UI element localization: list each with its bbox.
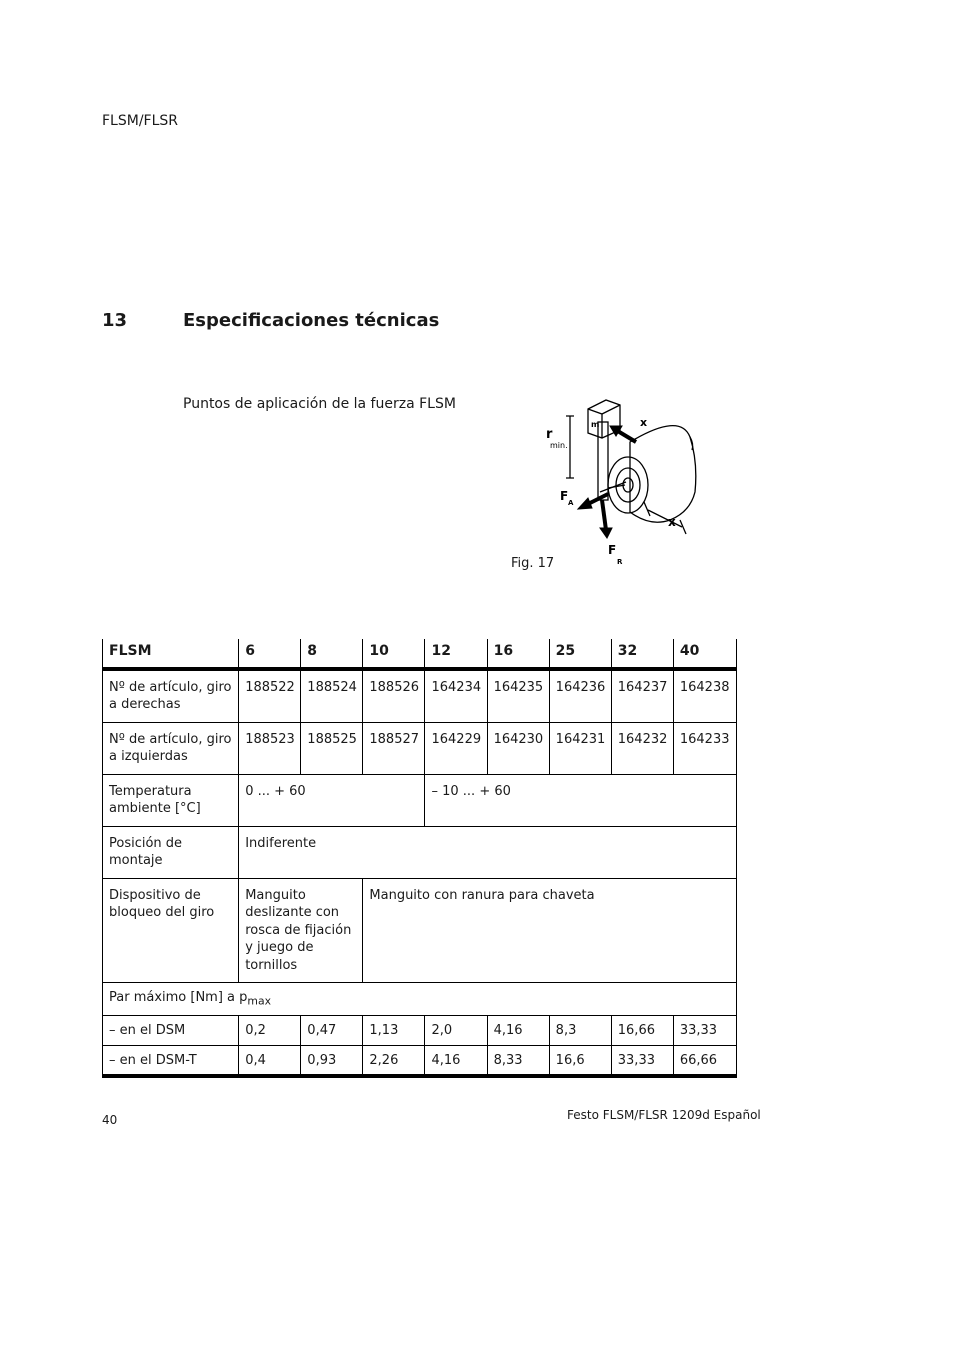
table-row	[103, 722, 737, 774]
header-cell: 40	[673, 639, 736, 669]
force-application-figure	[530, 392, 730, 572]
table-cell: 164231	[549, 722, 611, 774]
header-cell: 16	[487, 639, 549, 669]
table-row	[103, 1016, 737, 1046]
table-cell: 188522	[239, 669, 301, 723]
section-title: Especificaciones técnicas	[183, 310, 440, 331]
table-row	[103, 826, 737, 878]
header-cell: 8	[301, 639, 363, 669]
row-label: Posición de montaje	[103, 826, 239, 878]
table-cell: 33,33	[673, 1016, 736, 1046]
table-cell: 188526	[363, 669, 425, 723]
table-cell: 0,47	[301, 1016, 363, 1046]
table-cell: 33,33	[611, 1045, 673, 1076]
header-cell: 6	[239, 639, 301, 669]
table-cell: 66,66	[673, 1045, 736, 1076]
header-cell: 25	[549, 639, 611, 669]
table-row	[103, 878, 737, 983]
table-cell: 188527	[363, 722, 425, 774]
running-header: FLSM/FLSR	[102, 113, 179, 129]
table-cell: 8,33	[487, 1045, 549, 1076]
header-cell: 32	[611, 639, 673, 669]
label-mass: m	[591, 420, 600, 429]
table-cell: 164233	[673, 722, 736, 774]
label-x-top: x	[640, 416, 648, 429]
table-cell: 188524	[301, 669, 363, 723]
table-cell: 8,3	[549, 1016, 611, 1046]
label-r-sub: min.	[550, 441, 568, 450]
label-fr-sub: R	[617, 558, 623, 566]
table-cell: 16,6	[549, 1045, 611, 1076]
table-cell: – 10 ... + 60	[425, 774, 737, 826]
header-cell: 12	[425, 639, 487, 669]
row-label: Nº de artículo, giro a derechas	[103, 669, 239, 723]
figure-caption: Fig. 17	[511, 556, 555, 571]
table-cell: 4,16	[487, 1016, 549, 1046]
section-number: 13	[102, 310, 128, 331]
page-number: 40	[102, 1113, 118, 1127]
table-header-row	[103, 639, 737, 669]
table-cell: 164238	[673, 669, 736, 723]
torque-heading-sub: max	[247, 994, 271, 1008]
table-cell: 164236	[549, 669, 611, 723]
table-cell: Manguito con ranura para chaveta	[363, 878, 737, 983]
table-row	[103, 983, 737, 1016]
table-row	[103, 1045, 737, 1076]
footer-text: Festo FLSM/FLSR 1209d Español	[567, 1108, 761, 1122]
table-cell: 1,13	[363, 1016, 425, 1046]
table-cell: Manguito deslizante con rosca de fijación y juego de tornillos	[239, 878, 363, 983]
torque-heading-cell	[103, 983, 737, 1016]
table-cell: 0,4	[239, 1045, 301, 1076]
table-cell: 164229	[425, 722, 487, 774]
header-cell: FLSM	[103, 639, 239, 669]
table-row	[103, 669, 737, 723]
table-cell: 0 ... + 60	[239, 774, 425, 826]
intro-text: Puntos de aplicación de la fuerza FLSM	[183, 396, 456, 412]
table-cell: 164234	[425, 669, 487, 723]
table-cell: 0,93	[301, 1045, 363, 1076]
table-cell: 2,26	[363, 1045, 425, 1076]
table-cell: Indiferente	[239, 826, 737, 878]
row-label: – en el DSM	[103, 1016, 239, 1046]
table-cell: 188523	[239, 722, 301, 774]
label-fa: F	[560, 489, 569, 503]
table-cell: 16,66	[611, 1016, 673, 1046]
table-cell: 164237	[611, 669, 673, 723]
table-cell: 164230	[487, 722, 549, 774]
table-cell: 164235	[487, 669, 549, 723]
table-cell: 164232	[611, 722, 673, 774]
table-cell: 4,16	[425, 1045, 487, 1076]
row-label: Dispositivo de bloqueo del giro	[103, 878, 239, 983]
torque-heading: Par máximo [Nm] a p	[109, 990, 248, 1005]
header-cell: 10	[363, 639, 425, 669]
table-row	[103, 774, 737, 826]
label-x-bottom: x	[668, 515, 676, 529]
table-cell: 188525	[301, 722, 363, 774]
specifications-table	[102, 639, 737, 1078]
table-cell: 2,0	[425, 1016, 487, 1046]
label-fr: F	[608, 543, 617, 557]
label-fa-sub: A	[568, 499, 574, 507]
table-cell: 0,2	[239, 1016, 301, 1046]
label-r: r	[546, 427, 553, 442]
row-label: Temperatura ambiente [°C]	[103, 774, 239, 826]
row-label: Nº de artículo, giro a izquierdas	[103, 722, 239, 774]
row-label: – en el DSM-T	[103, 1045, 239, 1076]
